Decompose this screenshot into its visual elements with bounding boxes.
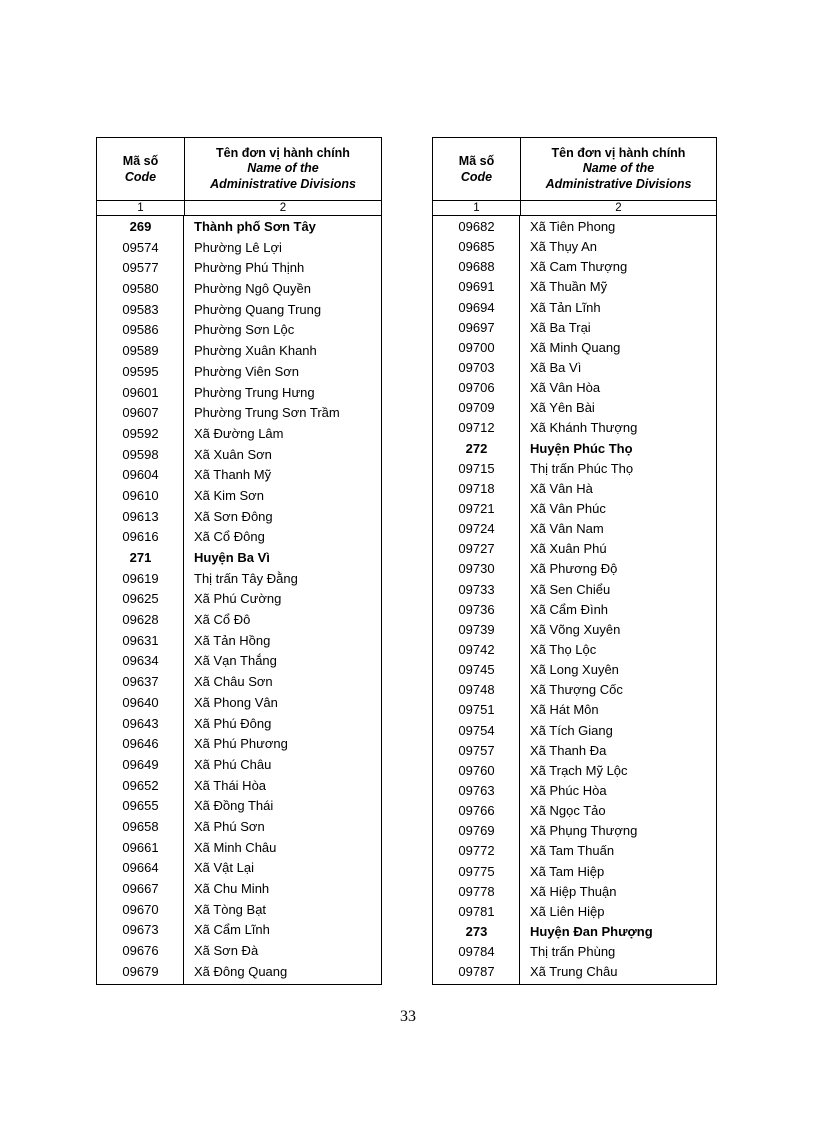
row-code: 09664 <box>122 860 159 876</box>
code-header-en: Code <box>124 170 157 184</box>
table-row <box>97 816 381 837</box>
table-row <box>97 919 381 940</box>
code-header <box>97 138 185 200</box>
row-name: Xã Tiên Phong <box>530 219 616 234</box>
row-code: 09655 <box>122 798 159 814</box>
code-header-en: Code <box>460 170 493 184</box>
row-code: 09781 <box>458 903 495 919</box>
row-code: 09721 <box>458 500 495 516</box>
table-row <box>97 671 381 692</box>
row-code: 09670 <box>122 901 159 917</box>
table-row <box>433 820 716 840</box>
row-name: Xã Hát Môn <box>530 702 599 718</box>
row-name: Xã Vân Nam <box>530 521 604 537</box>
table-row <box>97 319 381 340</box>
table-row <box>433 478 716 498</box>
row-name: Xã Vân Hà <box>530 480 593 496</box>
row-name: Xã Châu Sơn <box>194 674 273 690</box>
row-code: 09658 <box>122 818 159 834</box>
row-name: Xã Phúc Hòa <box>530 782 607 798</box>
table-row <box>433 276 716 296</box>
table-row <box>97 444 381 465</box>
row-code: 09586 <box>122 322 159 338</box>
table-row <box>97 609 381 630</box>
row-code: 09718 <box>458 480 495 496</box>
table-row <box>97 795 381 816</box>
left-table-rows <box>97 216 381 981</box>
row-code: 09700 <box>458 339 495 355</box>
table-row <box>97 899 381 920</box>
column-number-2: 2 <box>279 202 287 214</box>
row-name: Xã Liên Hiệp <box>530 903 605 919</box>
row-name: Xã Tam Thuấn <box>530 843 615 859</box>
row-name: Huyện Ba Vì <box>194 550 270 565</box>
table-row <box>97 361 381 382</box>
table-row <box>97 588 381 609</box>
row-name: Xã Vân Hòa <box>530 380 601 396</box>
row-code: 09784 <box>458 944 495 960</box>
table-row <box>97 775 381 796</box>
table-header <box>97 138 381 201</box>
row-code: 09679 <box>122 963 159 979</box>
row-name: Xã Tòng Bạt <box>194 901 267 917</box>
table-header <box>433 138 716 201</box>
table-row <box>97 630 381 651</box>
district-header-row <box>97 547 381 568</box>
row-code: 09616 <box>122 529 159 545</box>
table-row <box>97 713 381 734</box>
row-code: 09667 <box>122 881 159 896</box>
row-code: 09724 <box>458 521 495 537</box>
row-code: 271 <box>129 550 152 565</box>
row-code: 09649 <box>122 756 159 772</box>
table-row <box>97 650 381 671</box>
table-row <box>433 840 716 860</box>
table-row <box>97 754 381 775</box>
code-header-vn: Mã số <box>122 154 159 168</box>
row-code: 09688 <box>458 259 495 275</box>
table-row <box>433 699 716 719</box>
table-row <box>97 402 381 423</box>
row-code: 09706 <box>458 380 495 396</box>
table-row <box>433 397 716 417</box>
row-name: Xã Xuân Phú <box>530 541 607 557</box>
row-code: 09787 <box>458 964 495 980</box>
row-code: 09745 <box>458 662 495 678</box>
table-row <box>433 961 716 981</box>
row-code: 09598 <box>122 446 159 462</box>
table-row <box>433 740 716 760</box>
district-header-row <box>433 438 716 458</box>
row-code: 09715 <box>458 460 495 476</box>
row-code: 09580 <box>122 281 159 297</box>
row-name: Xã Thái Hòa <box>194 777 267 793</box>
row-code: 09766 <box>458 803 495 819</box>
column-number-1: 1 <box>97 201 185 215</box>
row-name: Xã Phương Độ <box>530 561 618 577</box>
row-code: 09631 <box>122 632 159 648</box>
row-name: Xã Yên Bài <box>530 400 595 416</box>
row-name: Xã Võng Xuyên <box>530 621 621 637</box>
table-row <box>97 278 381 299</box>
table-row <box>433 619 716 639</box>
table-row <box>433 417 716 437</box>
row-name: Xã Long Xuyên <box>530 662 619 678</box>
table-row <box>433 518 716 538</box>
table-row <box>433 599 716 619</box>
row-code: 09778 <box>458 883 495 899</box>
row-name: Xã Ba Trại <box>530 319 591 335</box>
row-code: 09595 <box>122 363 159 379</box>
row-name: Xã Cổ Đô <box>194 612 251 628</box>
row-code: 09625 <box>122 591 159 607</box>
district-header-row <box>433 921 716 941</box>
row-name: Xã Minh Quang <box>530 339 621 355</box>
row-name: Thành phố Sơn Tây <box>194 219 316 234</box>
row-name: Xã Hiệp Thuận <box>530 883 617 899</box>
row-name: Xã Vân Phúc <box>530 500 606 516</box>
row-name: Phường Ngô Quyền <box>194 281 311 297</box>
row-code: 09733 <box>458 581 495 597</box>
row-name: Xã Ba Vì <box>530 359 582 375</box>
row-name: Xã Đường Lâm <box>194 425 284 441</box>
row-code: 09628 <box>122 612 159 628</box>
table-row <box>97 340 381 361</box>
row-name: Phường Trung Hưng <box>194 384 315 400</box>
row-name: Xã Tam Hiệp <box>530 863 605 879</box>
row-name: Phường Quang Trung <box>194 301 322 317</box>
row-code: 09694 <box>458 299 495 315</box>
row-code: 09676 <box>122 943 159 959</box>
row-name: Huyện Phúc Thọ <box>530 440 633 456</box>
row-name: Xã Tản Lĩnh <box>530 299 601 315</box>
name-header-vn: Tên đơn vị hành chính <box>551 145 686 160</box>
district-header-row <box>97 216 381 237</box>
row-code: 09619 <box>122 570 159 586</box>
table-row <box>97 837 381 858</box>
row-code: 09592 <box>122 425 159 441</box>
table-row <box>97 423 381 444</box>
row-name: Phường Sơn Lộc <box>194 322 295 338</box>
row-name: Xã Vật Lại <box>194 860 254 876</box>
table-row <box>433 901 716 921</box>
code-header-vn: Mã số <box>458 154 495 168</box>
row-name: Xã Ngọc Tảo <box>530 803 606 819</box>
row-name: Xã Thanh Đa <box>530 742 607 758</box>
row-name: Xã Vạn Thắng <box>194 653 277 669</box>
row-name: Phường Xuân Khanh <box>194 343 317 359</box>
table-row <box>97 257 381 278</box>
table-row <box>97 733 381 754</box>
row-name: Xã Khánh Thượng <box>530 420 638 436</box>
row-code: 09772 <box>458 843 495 859</box>
row-code: 09640 <box>122 694 159 710</box>
table-row <box>97 692 381 713</box>
row-code: 09637 <box>122 674 159 690</box>
name-header-en-1: Name of the <box>582 161 655 176</box>
table-row <box>433 216 716 236</box>
table-row <box>433 861 716 881</box>
row-code: 09742 <box>458 641 495 657</box>
row-name: Xã Minh Châu <box>194 839 277 855</box>
row-code: 09613 <box>122 508 159 524</box>
right-table-rows <box>433 216 716 981</box>
table-row <box>97 568 381 589</box>
table-row <box>433 377 716 397</box>
row-code: 273 <box>465 923 488 939</box>
row-code: 09643 <box>122 715 159 731</box>
table-row <box>433 458 716 478</box>
table-row <box>433 881 716 901</box>
table-row <box>433 679 716 699</box>
row-code: 09607 <box>122 405 159 421</box>
row-name: Xã Đông Quang <box>194 963 288 979</box>
table-row <box>433 236 716 256</box>
row-code: 09775 <box>458 863 495 879</box>
name-header-en-2: Administrative Divisions <box>545 176 692 191</box>
row-code: 09610 <box>122 487 159 503</box>
row-name: Xã Thụy An <box>530 239 597 255</box>
table-row <box>433 659 716 679</box>
row-code: 09754 <box>458 722 495 738</box>
row-name: Xã Kim Sơn <box>194 487 264 503</box>
row-name: Xã Cẩm Đình <box>530 601 609 617</box>
row-code: 09589 <box>122 343 159 359</box>
row-name: Xã Sơn Đông <box>194 508 273 524</box>
table-row <box>433 720 716 740</box>
table-row <box>433 538 716 558</box>
table-row <box>97 961 381 982</box>
row-name: Xã Cam Thượng <box>530 259 628 275</box>
row-code: 09685 <box>458 239 495 255</box>
row-name: Xã Phụng Thượng <box>530 823 638 839</box>
row-name: Xã Tích Giang <box>530 722 613 738</box>
table-row <box>433 297 716 317</box>
row-name: Xã Trung Châu <box>530 964 618 980</box>
row-code: 09748 <box>458 682 495 698</box>
row-name: Xã Đồng Thái <box>194 798 274 814</box>
name-header <box>185 138 381 200</box>
row-code: 09574 <box>122 239 159 255</box>
table-row <box>97 485 381 506</box>
table-row <box>433 558 716 578</box>
name-header-vn: Tên đơn vị hành chính <box>216 145 350 160</box>
row-code: 09577 <box>122 260 159 276</box>
table-row <box>433 800 716 820</box>
row-code: 09763 <box>458 782 495 798</box>
row-code: 09730 <box>458 561 495 577</box>
row-name: Xã Trạch Mỹ Lộc <box>530 762 628 778</box>
row-code: 09661 <box>122 839 159 855</box>
row-name: Phường Phú Thịnh <box>194 260 305 276</box>
row-code: 09652 <box>122 777 159 793</box>
row-name: Xã Phú Cường <box>194 591 282 607</box>
row-name: Xã Sen Chiểu <box>530 581 611 597</box>
row-code: 09673 <box>122 922 159 938</box>
row-name: Xã Phú Châu <box>194 756 272 772</box>
row-code: 272 <box>465 440 488 456</box>
row-code: 09712 <box>458 420 495 436</box>
column-number-1: 1 <box>433 201 521 215</box>
row-name: Xã Xuân Sơn <box>194 446 272 462</box>
table-row <box>433 256 716 276</box>
left-table <box>96 137 382 985</box>
column-number-row <box>97 201 381 216</box>
table-row <box>433 780 716 800</box>
row-name: Thị trấn Phùng <box>530 944 616 960</box>
row-name: Xã Thanh Mỹ <box>194 467 272 483</box>
row-code: 09691 <box>458 279 495 295</box>
row-name: Phường Viên Sơn <box>194 363 300 379</box>
row-code: 09709 <box>458 400 495 416</box>
row-code: 09760 <box>458 762 495 778</box>
row-name: Phường Trung Sơn Trầm <box>194 405 340 421</box>
row-name: Phường Lê Lợi <box>194 239 282 255</box>
table-row <box>97 506 381 527</box>
table-row <box>433 498 716 518</box>
row-name: Xã Phú Đông <box>194 715 272 731</box>
table-row <box>433 639 716 659</box>
row-code: 09682 <box>458 219 495 234</box>
table-row <box>433 760 716 780</box>
row-code: 09634 <box>122 653 159 669</box>
table-row <box>433 941 716 961</box>
name-header <box>521 138 716 200</box>
row-code: 09757 <box>458 742 495 758</box>
row-code: 09751 <box>458 702 495 718</box>
page-number: 33 <box>400 1008 416 1025</box>
row-name: Xã Thuần Mỹ <box>530 279 608 295</box>
row-name: Xã Tản Hồng <box>194 632 271 648</box>
table-row <box>433 337 716 357</box>
table-row <box>97 299 381 320</box>
row-code: 09703 <box>458 359 495 375</box>
table-row <box>97 526 381 547</box>
row-name: Xã Chu Minh <box>194 881 270 896</box>
column-number-row <box>433 201 716 216</box>
row-code: 09769 <box>458 823 495 839</box>
row-code: 09739 <box>458 621 495 637</box>
table-row <box>433 317 716 337</box>
row-name: Xã Cổ Đông <box>194 529 265 545</box>
row-code: 09583 <box>122 301 159 317</box>
table-row <box>97 464 381 485</box>
table-row <box>97 878 381 899</box>
row-name: Xã Thọ Lộc <box>530 641 597 657</box>
table-row <box>97 382 381 403</box>
row-name: Thị trấn Phúc Thọ <box>530 460 634 476</box>
row-code: 09601 <box>122 384 159 400</box>
code-header <box>433 138 521 200</box>
row-name: Xã Sơn Đà <box>194 943 259 959</box>
column-number-2: 2 <box>615 202 622 214</box>
row-code: 09646 <box>122 736 159 752</box>
row-name: Xã Phong Vân <box>194 694 278 710</box>
table-row <box>97 857 381 878</box>
row-name: Xã Cẩm Lĩnh <box>194 922 270 938</box>
right-table <box>432 137 717 985</box>
table-row <box>433 579 716 599</box>
table-row <box>433 357 716 377</box>
name-header-en-2: Administrative Divisions <box>210 176 356 191</box>
row-code: 09727 <box>458 541 495 557</box>
row-name: Huyện Đan Phượng <box>530 923 653 939</box>
row-code: 269 <box>129 219 152 234</box>
row-code: 09736 <box>458 601 495 617</box>
row-code: 09604 <box>122 467 159 483</box>
row-name: Thị trấn Tây Đằng <box>194 570 298 586</box>
row-name: Xã Thượng Cốc <box>530 682 623 698</box>
table-row <box>97 940 381 961</box>
row-code: 09697 <box>458 319 495 335</box>
row-name: Xã Phú Phương <box>194 736 288 752</box>
table-row <box>97 237 381 258</box>
row-name: Xã Phú Sơn <box>194 818 265 834</box>
name-header-en-1: Name of the <box>247 161 319 176</box>
